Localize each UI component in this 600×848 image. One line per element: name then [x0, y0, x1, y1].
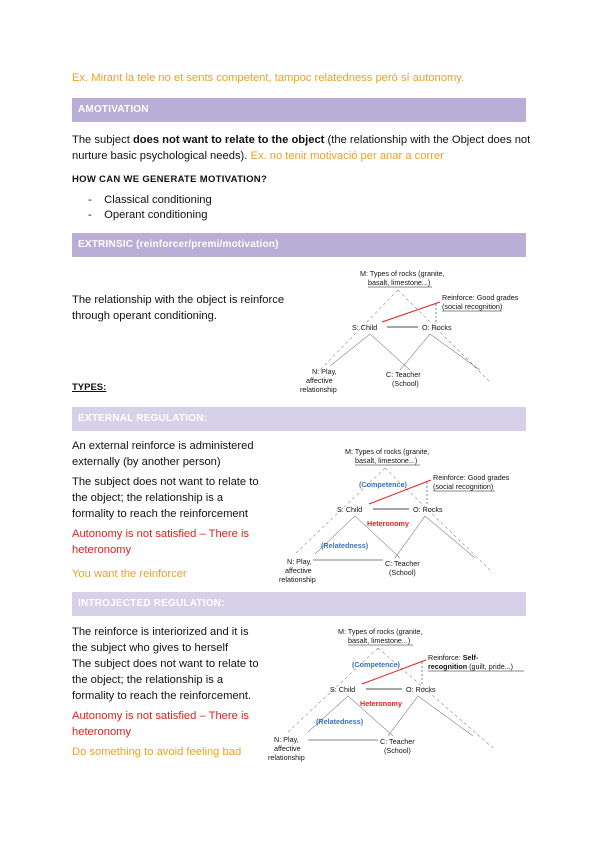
introjected-p3: Autonomy is not satisfied – There is heteronomy	[72, 710, 250, 738]
d2-r-line2: (social recognition)	[433, 482, 494, 491]
d1-s: S: Child	[352, 323, 378, 332]
d3-n-line3: relationship	[268, 753, 305, 762]
d2-heteronomy: Heteronomy	[367, 519, 409, 528]
d2-competence: (Competence)	[359, 480, 407, 489]
types-label: TYPES:	[72, 382, 107, 393]
d1-m-line2: basalt, limestone...)	[368, 278, 431, 287]
generate-item-1-label: Classical conditioning	[104, 194, 212, 206]
intro-example: Ex. Mirant la tele no et sents competent, tampoc relatedness però sí autonomy.	[72, 72, 465, 84]
amotivation-band	[72, 98, 526, 122]
d1-n-line3: relationship	[300, 385, 337, 394]
d3-m-line1: M: Types of rocks (granite,	[338, 627, 423, 636]
d1-r-line2: (social recognition)	[442, 302, 503, 311]
d2-s: S: Child	[337, 505, 363, 514]
d1-r-line1: Reinforce: Good grades	[442, 293, 519, 302]
d1-n-line1: N: Play,	[312, 367, 337, 376]
amotivation-example: Ex. no tenir motivació per anar a correr	[250, 150, 444, 162]
d1-c-line2: (School)	[392, 379, 419, 388]
generate-item-2-label: Operant conditioning	[104, 209, 208, 221]
external-p3: Autonomy is not satisfied – There is heteronomy	[72, 528, 250, 556]
d2-n-line2: affective	[285, 566, 312, 575]
external-diagram	[275, 442, 530, 587]
introjected-diagram	[268, 624, 530, 766]
generate-heading: HOW CAN WE GENERATE MOTIVATION?	[72, 174, 268, 185]
external-p4: You want the reinforcer	[72, 568, 187, 580]
d2-n-line3: relationship	[279, 575, 316, 584]
d1-o: O: Rocks	[422, 323, 452, 332]
d2-m-line2: basalt, limestone...)	[355, 456, 418, 465]
d1-c-line1: C: Teacher	[386, 370, 421, 379]
amotivation-title: AMOTIVATION	[78, 104, 149, 115]
introjected-title: INTROJECTED REGULATION:	[78, 598, 225, 609]
d3-heteronomy: Heteronomy	[360, 699, 402, 708]
external-title: EXTERNAL REGULATION:	[78, 413, 208, 424]
extrinsic-band	[72, 233, 526, 257]
external-band	[72, 407, 526, 431]
d3-competence: (Competence)	[352, 660, 400, 669]
d3-c-line1: C: Teacher	[380, 737, 415, 746]
external-p2: The subject does not want to relate to the object; the relationship is a formality to reach the reinforcement	[72, 476, 259, 520]
d2-relatedness: (Relatedness)	[321, 541, 369, 550]
d3-r-bold1: Self-	[462, 653, 479, 662]
introjected-p2: The subject does not want to relate to the object; the relationship is a formality to reach the reinforcement.	[72, 658, 259, 702]
d3-m-line2: basalt, limestone...)	[348, 636, 411, 645]
d3-relatedness: (Relatedness)	[316, 717, 364, 726]
d3-n-line1: N: Play,	[274, 735, 299, 744]
amotivation-prefix: The subject	[72, 134, 133, 146]
generate-item-1: - Classical conditioning	[88, 194, 212, 206]
d3-r-line1	[428, 653, 479, 662]
amotivation-suffix: (the relationship with the Object does not nurture basic psychological needs).	[72, 134, 531, 162]
d3-r-rest: (guilt, pride...)	[467, 662, 514, 671]
d2-m-line1: M: Types of rocks (granite,	[345, 447, 430, 456]
d3-c-line2: (School)	[384, 746, 411, 755]
amotivation-text	[72, 132, 532, 164]
external-p1: An external reinforce is administered externally (by another person)	[72, 440, 254, 468]
d3-r-bold2: recognition	[428, 662, 468, 671]
introjected-p1: The reinforce is interiorized and it is the subject who gives to herself	[72, 626, 249, 654]
amotivation-bold: does not want to relate to the object	[132, 134, 325, 146]
generate-item-2: - Operant conditioning	[88, 209, 208, 221]
d2-o: O: Rocks	[413, 505, 443, 514]
d3-r-line2	[428, 662, 513, 671]
extrinsic-title: EXTRINSIC (reinforcer/premi/motivation)	[78, 239, 279, 250]
extrinsic-text: The relationship with the object is reinforce through operant conditioning.	[72, 294, 285, 322]
d3-o: O: Rocks	[406, 685, 436, 694]
d2-r-line1: Reinforce: Good grades	[433, 473, 510, 482]
d2-c-line2: (School)	[389, 568, 416, 577]
d3-r-prefix: Reinforce:	[428, 653, 463, 662]
extrinsic-diagram	[290, 262, 530, 398]
introjected-p4: Do something to avoid feeling bad	[72, 746, 242, 758]
d1-m-line1: M: Types of rocks (granite,	[360, 269, 445, 278]
d1-n-line2: affective	[306, 376, 333, 385]
introjected-band	[72, 592, 526, 616]
d3-n-line2: affective	[274, 744, 301, 753]
d2-n-line1: N: Play,	[287, 557, 312, 566]
d2-c-line1: C: Teacher	[385, 559, 420, 568]
d3-s: S: Child	[330, 685, 356, 694]
